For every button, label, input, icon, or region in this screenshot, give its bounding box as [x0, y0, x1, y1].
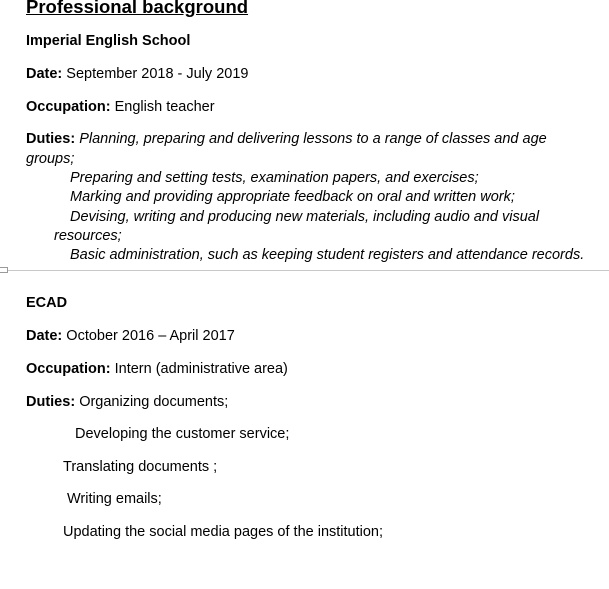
page-break: [0, 267, 609, 273]
job1-duty-first: Planning, preparing and delivering lessons to a range of classes and age: [79, 131, 547, 147]
job1-duty-item: Preparing and setting tests, examination papers, and exercises;: [70, 170, 479, 186]
page-break-marker-left: [0, 267, 8, 273]
job2-occupation-line: [26, 361, 288, 377]
job2-duties-label: Duties:: [26, 394, 76, 410]
job2-duty-first: Organizing documents;: [79, 394, 229, 410]
section-title: Professional background: [26, 0, 249, 17]
job2-date-line: [26, 328, 235, 344]
job2-organization: ECAD: [26, 295, 68, 311]
job1-date-label: Date:: [26, 66, 63, 82]
job2-date-value: October 2016 – April 2017: [66, 328, 235, 344]
job2-duty-item: Translating documents ;: [63, 459, 218, 475]
job2-duties-line: [26, 394, 228, 410]
job1-date-value: September 2018 - July 2019: [66, 66, 249, 82]
job2-occupation-label: Occupation:: [26, 361, 111, 377]
job1-occupation-value: English teacher: [114, 99, 215, 115]
job1-duty-item: Basic administration, such as keeping student registers and attendance records.: [70, 247, 585, 263]
page-break-line: [8, 270, 609, 271]
job1-duties-label: Duties:: [26, 131, 76, 147]
job2-occupation-value: Intern (administrative area): [114, 361, 288, 377]
job1-date-line: [26, 66, 248, 82]
job2-date-label: Date:: [26, 328, 63, 344]
job1-duty-item: Devising, writing and producing new materials, including audio and visual: [70, 209, 540, 225]
job2-duty-item: Developing the customer service;: [75, 426, 290, 442]
job1-duties-line: [26, 131, 547, 147]
job1-occupation-label: Occupation:: [26, 99, 111, 115]
job2-duty-item: Writing emails;: [67, 491, 162, 507]
job1-occupation-line: [26, 99, 215, 115]
job1-duty-first-cont: groups;: [26, 151, 75, 167]
job2-duty-item: Updating the social media pages of the institution;: [63, 524, 384, 540]
job1-duty-item: Marking and providing appropriate feedback on oral and written work;: [70, 189, 515, 205]
job1-duty-item-cont: resources;: [54, 228, 122, 244]
job1-organization: Imperial English School: [26, 33, 191, 49]
